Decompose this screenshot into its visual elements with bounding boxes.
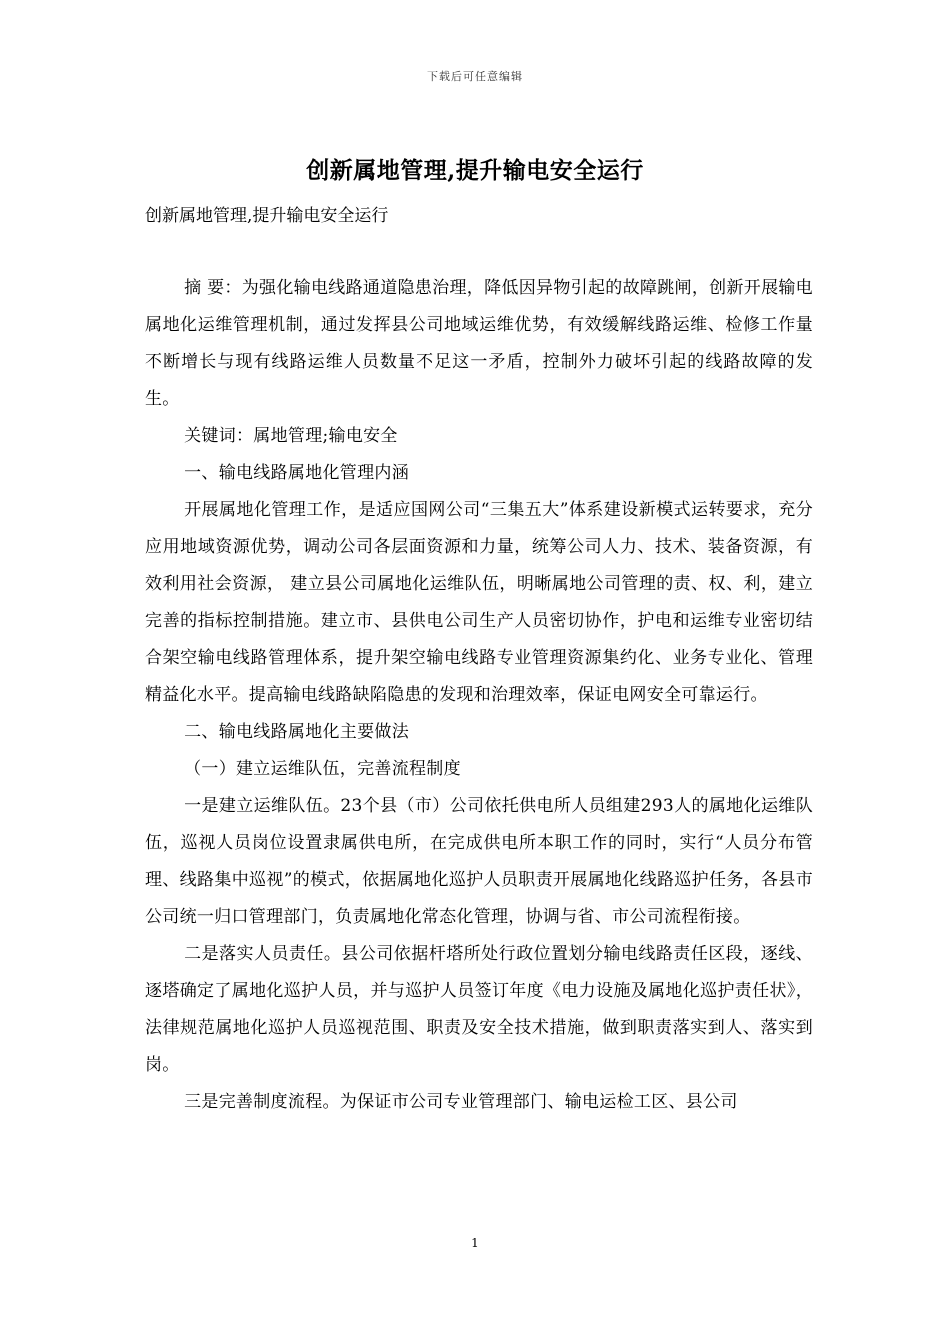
section-heading-1: 一、输电线路属地化管理内涵: [184, 463, 409, 483]
subsection-heading-1: （一）建立运维队伍，完善流程制度: [184, 759, 461, 779]
keywords-paragraph: 关键词：属地管理;输电安全: [184, 426, 398, 446]
document-subtitle: 创新属地管理,提升输电安全运行: [145, 206, 389, 226]
body-paragraph: 开展属地化管理工作，是适应国网公司“三集五大”体系建设新模式运转要求，充分应用地域资源优势，调动公司各层面资源和力量，统筹公司人力、技术、装备资源，有效利用社会资源， 建立县公司属地化运维队伍，明晰属地公司管理的责、权、利，建立完善的指标控制措施。建立市、县供电公司生产人员密切协作，护电和运维专业密切结合架空输电线路管理体系，提升架空输电线路专业管理资源集约化、业务专业化、管理精益化水平。提高输电线路缺陷隐患的发现和治理效率，保证电网安全可靠运行。: [145, 500, 813, 705]
document-body: [145, 270, 813, 1121]
page-header-note: 下载后可任意编辑: [427, 70, 523, 83]
body-paragraph: 三是完善制度流程。为保证市公司专业管理部门、输电运检工区、县公司: [184, 1092, 738, 1112]
body-paragraph: 二是落实人员责任。县公司依据杆塔所处行政位置划分输电线路责任区段，逐线、逐塔确定了属地化巡护人员，并与巡护人员签订年度《电力设施及属地化巡护责任状》，法律规范属地化巡护人员巡视范围、职责及安全技术措施，做到职责落实到人、落实到岗。: [145, 944, 813, 1075]
page-number: 1: [471, 1236, 479, 1250]
body-paragraph: 一是建立运维队伍。23个县（市）公司依托供电所人员组建293人的属地化运维队伍，巡视人员岗位设置隶属供电所，在完成供电所本职工作的同时，实行“人员分布管理、线路集中巡视”的模式，依据属地化巡护人员职责开展属地化线路巡护任务，各县市公司统一归口管理部门，负责属地化常态化管理，协调与省、市公司流程衔接。: [145, 796, 813, 927]
document-title: 创新属地管理,提升输电安全运行: [306, 157, 644, 184]
section-heading-2: 二、输电线路属地化主要做法: [184, 722, 409, 742]
abstract-paragraph: 摘 要：为强化输电线路通道隐患治理，降低因异物引起的故障跳闸，创新开展输电属地化运维管理机制，通过发挥县公司地域运维优势，有效缓解线路运维、检修工作量不断增长与现有线路运维人员数量不足这一矛盾，控制外力破坏引起的线路故障的发生。: [145, 278, 813, 409]
